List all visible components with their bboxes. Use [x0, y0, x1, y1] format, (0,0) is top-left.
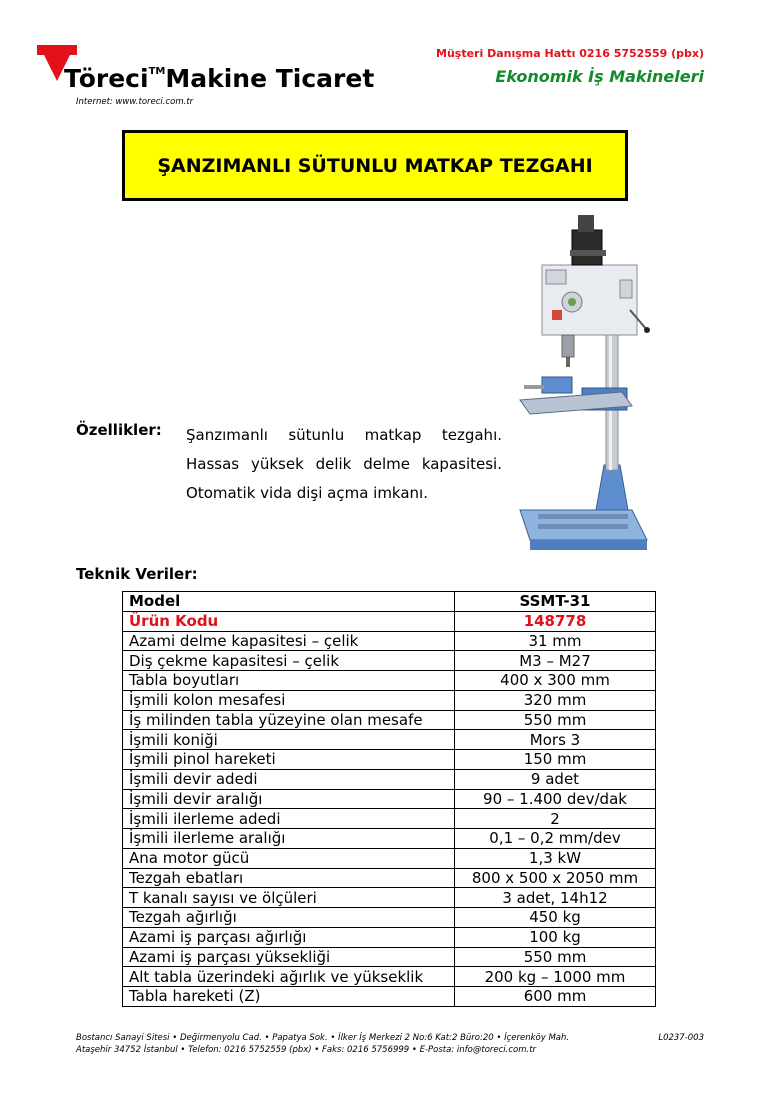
- spec-name: Tabla hareketi (Z): [123, 987, 455, 1007]
- hotline-text: Müşteri Danışma Hattı 0216 5752559 (pbx): [436, 47, 704, 60]
- spec-header-name: Model: [123, 592, 455, 612]
- spec-value: M3 – M27: [455, 651, 656, 671]
- tagline-text: Ekonomik İş Makineleri: [495, 67, 704, 86]
- spec-name: İş milinden tabla yüzeyine olan mesafe: [123, 710, 455, 730]
- spec-value: 100 kg: [455, 927, 656, 947]
- spec-value: 600 mm: [455, 987, 656, 1007]
- spec-value: 800 x 500 x 2050 mm: [455, 868, 656, 888]
- spec-row: [123, 769, 656, 789]
- spec-value: 2: [455, 809, 656, 829]
- spec-name: İşmili kolon mesafesi: [123, 690, 455, 710]
- spec-row: [123, 908, 656, 928]
- spec-header-row: [123, 592, 656, 612]
- spec-name: İşmili ilerleme aralığı: [123, 829, 455, 849]
- spec-value: 0,1 – 0,2 mm/dev: [455, 829, 656, 849]
- feature-line: Şanzımanlı sütunlu matkap tezgahı.: [186, 426, 502, 444]
- features-list: [186, 421, 502, 508]
- spec-value: 31 mm: [455, 631, 656, 651]
- spec-name: İşmili pinol hareketi: [123, 750, 455, 770]
- spec-row: [123, 809, 656, 829]
- spec-value: 320 mm: [455, 690, 656, 710]
- document-title: ŞANZIMANLI SÜTUNLU MATKAP TEZGAHI: [157, 154, 593, 177]
- spec-name: Azami iş parçası ağırlığı: [123, 927, 455, 947]
- spec-row: [123, 967, 656, 987]
- website-text: Internet: www.toreci.com.tr: [76, 97, 194, 107]
- brand-name: [64, 64, 374, 93]
- spec-name: İşmili devir aralığı: [123, 789, 455, 809]
- spec-row: [123, 651, 656, 671]
- spec-row: [123, 631, 656, 651]
- footer-address-line1: Bostancı Sanayi Sitesi • Değirmenyolu Cad. • Papatya Sok. • İlker İş Merkezi 2 No:6 Kat:2 Büro:20 • İçerenköy Mah.: [76, 1033, 570, 1043]
- spec-row: [123, 987, 656, 1007]
- spec-name: Tabla boyutları: [123, 671, 455, 691]
- spec-name: Azami iş parçası yüksekliği: [123, 947, 455, 967]
- spec-code-value: 148778: [455, 611, 656, 631]
- spec-row: [123, 848, 656, 868]
- spec-name: Tezgah ebatları: [123, 868, 455, 888]
- spec-row: [123, 789, 656, 809]
- spec-row: [123, 829, 656, 849]
- spec-name: İşmili ilerleme adedi: [123, 809, 455, 829]
- spec-code-row: [123, 611, 656, 631]
- spec-row: [123, 927, 656, 947]
- spec-code-name: Ürün Kodu: [123, 611, 455, 631]
- spec-value: 9 adet: [455, 769, 656, 789]
- spec-row: [123, 947, 656, 967]
- brand-main: Töreci: [64, 64, 149, 93]
- spec-name: Azami delme kapasitesi – çelik: [123, 631, 455, 651]
- tech-label: Teknik Veriler:: [76, 565, 198, 583]
- logo-mark-bar: [37, 45, 77, 55]
- spec-value: 1,3 kW: [455, 848, 656, 868]
- spec-name: İşmili koniği: [123, 730, 455, 750]
- spec-value: 450 kg: [455, 908, 656, 928]
- spec-name: Ana motor gücü: [123, 848, 455, 868]
- spec-name: Diş çekme kapasitesi – çelik: [123, 651, 455, 671]
- spec-value: 550 mm: [455, 710, 656, 730]
- spec-row: [123, 888, 656, 908]
- spec-row: [123, 750, 656, 770]
- spec-value: 150 mm: [455, 750, 656, 770]
- spec-value: 3 adet, 14h12: [455, 888, 656, 908]
- spec-value: Mors 3: [455, 730, 656, 750]
- spec-value: 200 kg – 1000 mm: [455, 967, 656, 987]
- spec-row: [123, 671, 656, 691]
- document-reference: L0237-003: [658, 1033, 704, 1043]
- footer-address-line2: Ataşehir 34752 İstanbul • Telefon: 0216 5752559 (pbx) • Faks: 0216 5756999 • E-Posta: info@toreci.com.tr: [76, 1045, 537, 1055]
- spec-name: Tezgah ağırlığı: [123, 908, 455, 928]
- spec-row: [123, 730, 656, 750]
- brand-suffix: Makine Ticaret: [165, 64, 375, 93]
- spec-value: 550 mm: [455, 947, 656, 967]
- document-title-box: [122, 130, 628, 201]
- spec-header-value: SSMT-31: [455, 592, 656, 612]
- spec-row: [123, 710, 656, 730]
- spec-name: T kanalı sayısı ve ölçüleri: [123, 888, 455, 908]
- spec-value: 90 – 1.400 dev/dak: [455, 789, 656, 809]
- spec-row: [123, 868, 656, 888]
- spec-table: [122, 591, 656, 1007]
- spec-value: 400 x 300 mm: [455, 671, 656, 691]
- features-label: Özellikler:: [76, 421, 162, 439]
- feature-line: Hassas yüksek delik delme kapasitesi.: [186, 455, 502, 473]
- drill-press-machine-icon: [512, 210, 652, 555]
- feature-line: Otomatik vida dişi açma imkanı.: [186, 484, 428, 502]
- spec-row: [123, 690, 656, 710]
- spec-name: İşmili devir adedi: [123, 769, 455, 789]
- spec-name: Alt tabla üzerindeki ağırlık ve yükseklik: [123, 967, 455, 987]
- trademark: TM: [148, 66, 166, 77]
